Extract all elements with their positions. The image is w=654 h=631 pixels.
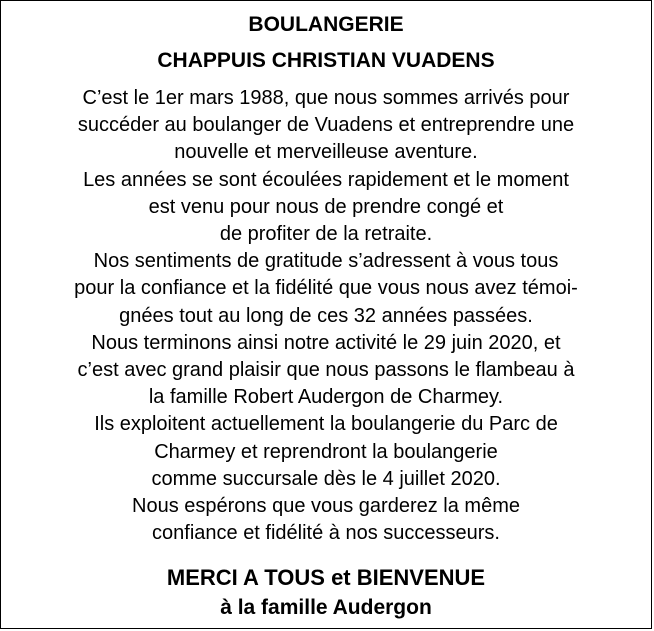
body-line: confiance et fidélité à nos successeurs.: [152, 522, 500, 545]
body-line: pour la confiance et la fidélité que vous nous avez témoi-: [74, 277, 578, 300]
notice-header: [1, 7, 651, 79]
body-line: nouvelle et merveilleuse aventure.: [174, 141, 478, 164]
body-line: la famille Robert Audergon de Charmey.: [148, 386, 504, 409]
body-line: Les années se sont écoulées rapidement et le moment: [83, 168, 569, 191]
body-line: comme succursale dès le 4 juillet 2020.: [151, 467, 501, 490]
body-line: c’est avec grand plaisir que nous passons le flambeau à: [77, 359, 575, 382]
body-line: gnées tout au long de ces 32 années passées.: [119, 304, 533, 327]
notice-body: [1, 85, 651, 547]
notice-footer: [1, 563, 651, 623]
thanks-welcome-heading: MERCI A TOUS et BIENVENUE: [166, 565, 486, 590]
successor-family-heading: à la famille Audergon: [220, 596, 432, 619]
body-line: Charmey et reprendront la boulangerie: [154, 440, 498, 463]
business-type-heading: BOULANGERIE: [248, 13, 404, 36]
body-line: Nous terminons ainsi notre activité le 29 juin 2020, et: [91, 331, 561, 354]
body-line: succéder au boulanger de Vuadens et entreprendre une: [77, 114, 575, 137]
body-line: Nos sentiments de gratitude s’adressent à vous tous: [93, 250, 559, 273]
body-line: Nous espérons que vous garderez la même: [132, 495, 520, 518]
body-line: Ils exploitent actuellement la boulangerie du Parc de: [94, 413, 558, 436]
body-line: de profiter de la retraite.: [219, 223, 433, 246]
business-name-heading: CHAPPUIS CHRISTIAN VUADENS: [157, 49, 495, 72]
body-line: est venu pour nous de prendre congé et: [148, 195, 504, 218]
body-line: C’est le 1er mars 1988, que nous sommes arrivés pour: [82, 87, 570, 109]
